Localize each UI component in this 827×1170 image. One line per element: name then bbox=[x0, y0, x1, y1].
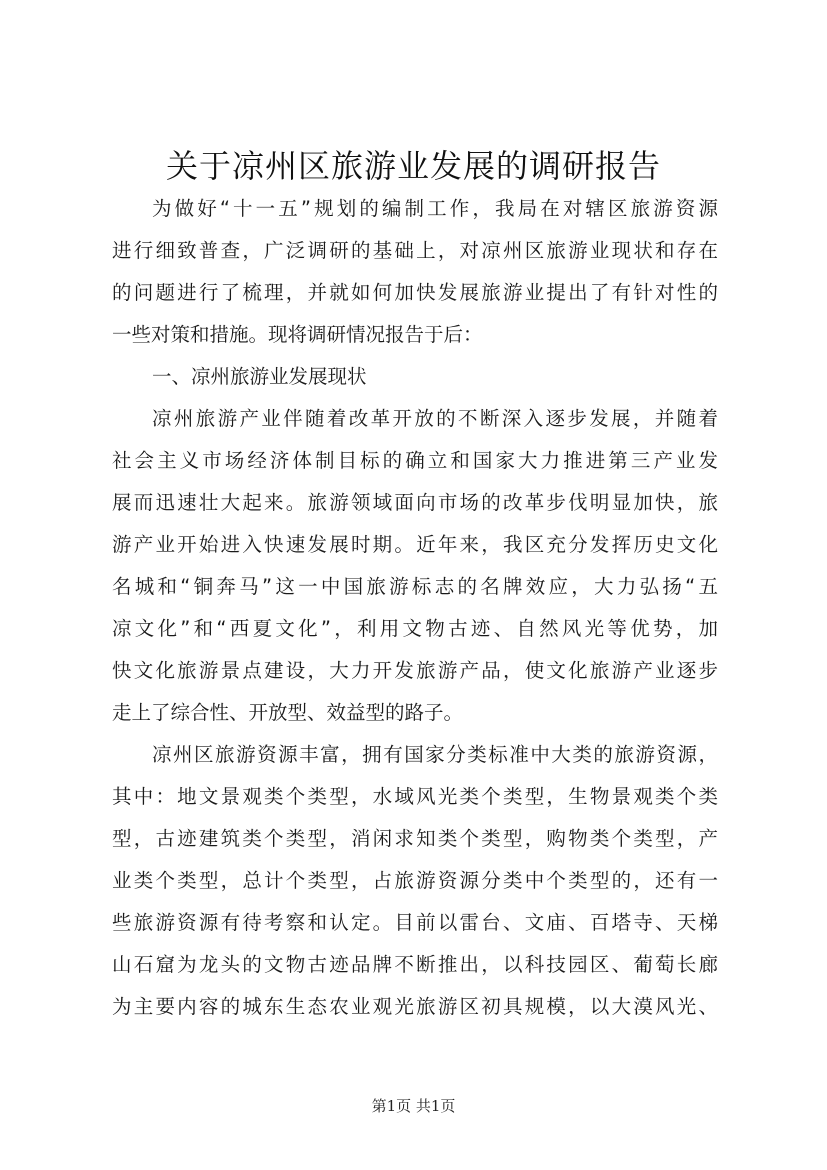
paragraph-line: 为主要内容的城东生态农业观光旅游区初具规模，以大漠风光、 bbox=[112, 995, 718, 1018]
paragraph-line: 展而迅速壮大起来。旅游领域面向市场的改革步伐明显加快，旅 bbox=[112, 491, 718, 514]
paragraph-line: 名城和“铜奔马”这一中国旅游标志的名牌效应，大力弘扬“五 bbox=[112, 575, 718, 598]
paragraph-line: 快文化旅游景点建设，大力开发旅游产品，使文化旅游产业逐步 bbox=[112, 659, 718, 682]
paragraph-line: 凉州旅游产业伴随着改革开放的不断深入逐步发展，并随着 bbox=[152, 407, 718, 430]
paragraph-line: 一些对策和措施。现将调研情况报告于后： bbox=[112, 323, 483, 346]
paragraph-line: 业类个类型，总计个类型，占旅游资源分类中个类型的，还有一 bbox=[112, 869, 718, 892]
document-title: 关于凉州区旅游业发展的调研报告 bbox=[165, 147, 661, 185]
paragraph-line: 些旅游资源有待考察和认定。目前以雷台、文庙、百塔寺、天梯 bbox=[112, 911, 718, 934]
paragraph-line: 山石窟为龙头的文物古迹品牌不断推出，以科技园区、葡萄长廊 bbox=[112, 953, 718, 976]
paragraph-line: 游产业开始进入快速发展时期。近年来，我区充分发挥历史文化 bbox=[112, 533, 718, 556]
section-heading: 一、凉州旅游业发展现状 bbox=[152, 365, 367, 388]
paragraph-line: 社会主义市场经济体制目标的确立和国家大力推进第三产业发 bbox=[112, 449, 718, 472]
paragraph-line: 为做好“十一五”规划的编制工作，我局在对辖区旅游资源 bbox=[152, 197, 718, 220]
paragraph-line: 进行细致普查，广泛调研的基础上，对凉州区旅游业现状和存在 bbox=[112, 239, 718, 262]
paragraph-line: 型，古迹建筑类个类型，消闲求知类个类型，购物类个类型，产 bbox=[112, 827, 718, 850]
paragraph-line: 走上了综合性、开放型、效益型的路子。 bbox=[112, 701, 464, 724]
paragraph-line: 凉文化”和“西夏文化”，利用文物古迹、自然风光等优势，加 bbox=[112, 617, 718, 640]
paragraph-line: 的问题进行了梳理，并就如何加快发展旅游业提出了有针对性的 bbox=[112, 281, 718, 304]
paragraph-line: 凉州区旅游资源丰富，拥有国家分类标准中大类的旅游资源， bbox=[152, 743, 718, 766]
page-footer: 第1页 共1页 bbox=[371, 1097, 456, 1115]
paragraph-line: 其中：地文景观类个类型，水域风光类个类型，生物景观类个类 bbox=[112, 785, 718, 808]
